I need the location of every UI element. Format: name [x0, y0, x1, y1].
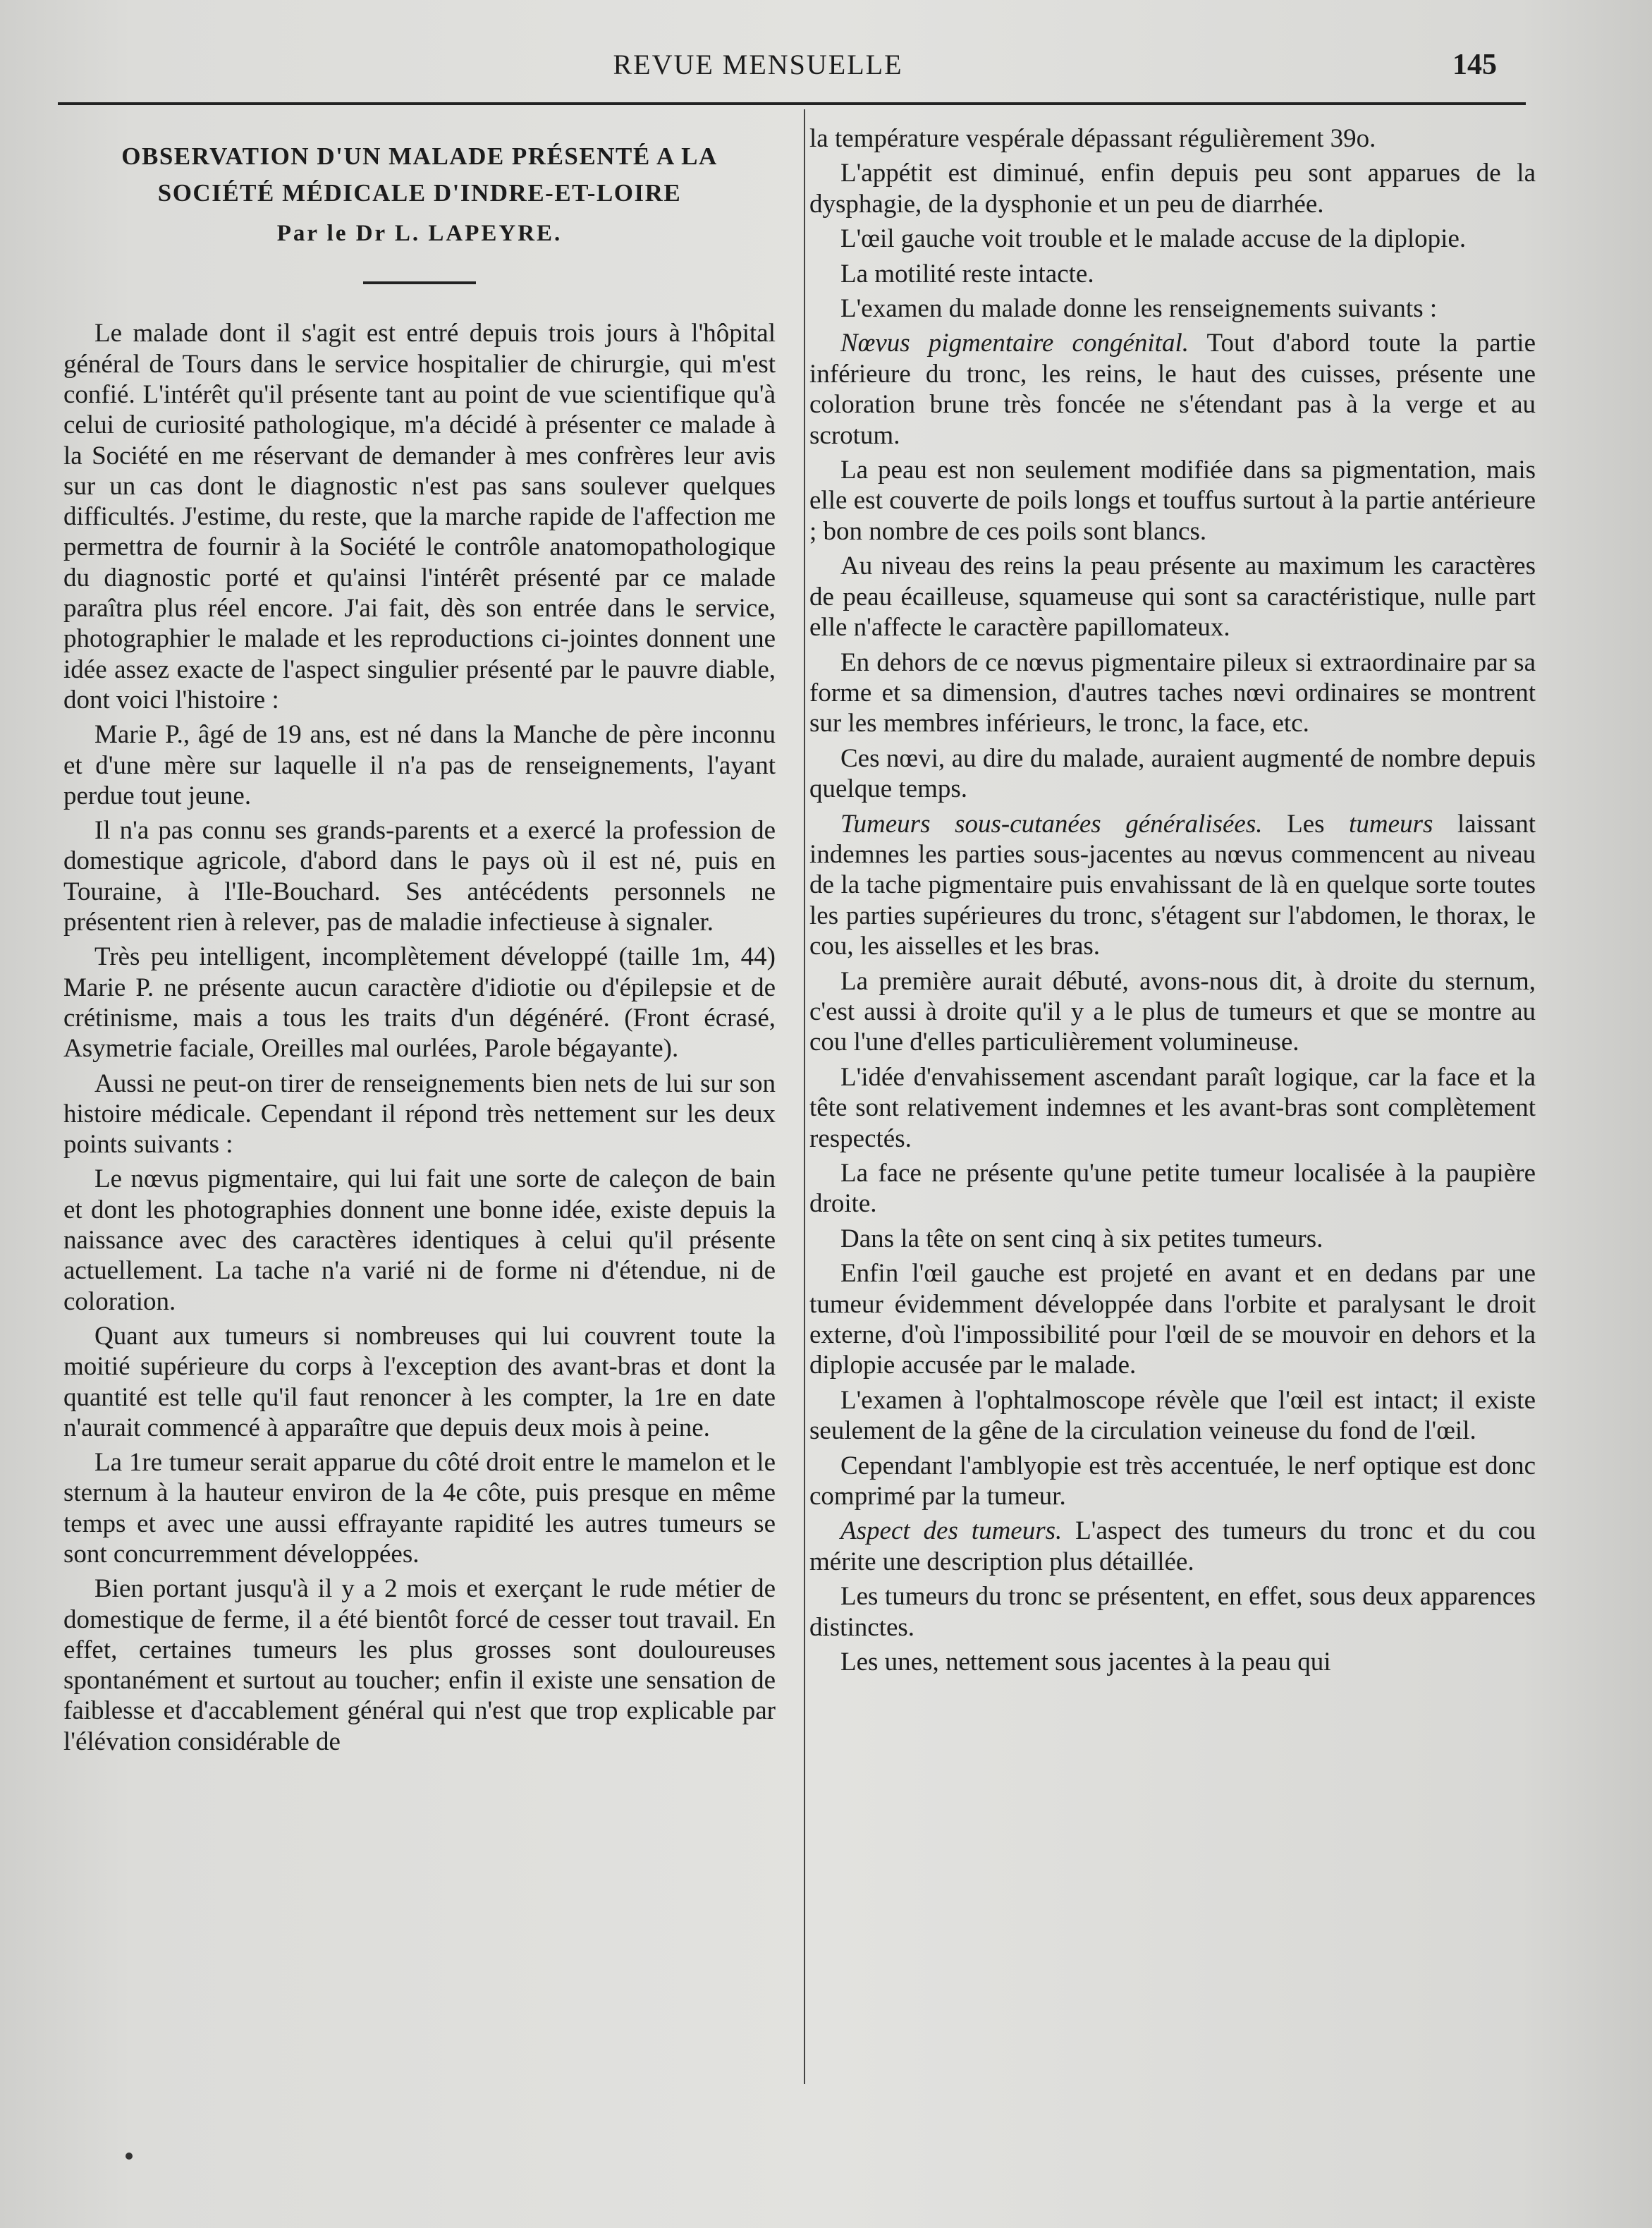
paragraph: L'œil gauche voit trouble et le malade accuse de la diplopie. [840, 224, 1467, 254]
paragraph: L'idée d'envahissement ascendant paraît logique, car la face et la tête sont relativement indemnes et les avant-bras sont complètement respectés. [809, 1062, 1536, 1153]
paragraph-tumeurs [809, 809, 1536, 962]
paragraph: Très peu intelligent, incomplètement développé (taille 1m, 44) Marie P. ne présente aucun caractère d'idiotie ou d'épilepsie et de crétinisme, mais a tous les traits d'un dégénéré. (Front écrasé, Asymetrie faciale, Oreilles mal ourlées, Parole bégayante). [63, 942, 776, 1064]
paragraph-text: L'aspect des tumeurs du tronc et du cou mérite une description plus détaillée. [809, 1516, 1536, 1576]
paragraph-text: Les [1262, 809, 1350, 839]
section-heading-naevus: Nœvus pigmentaire congénital. [840, 329, 1189, 358]
header-rule [58, 102, 1526, 105]
paragraph: Au niveau des reins la peau présente au maximum les caractères de peau écailleuse, squameuse qui sont sa caractéristique, nulle part elle n'affecte le caractère papillomateux. [809, 552, 1536, 643]
paragraph: La 1re tumeur serait apparue du côté droit entre le mamelon et le sternum à la hauteur environ de la 4e côte, puis presque en même temps et avec une aussi effrayante rapidité les autres tumeurs se sont concurremment développées. [63, 1448, 776, 1569]
page-number: 145 [1452, 49, 1497, 81]
article-title-line-2: SOCIÉTÉ MÉDICALE D'INDRE-ET-LOIRE [157, 179, 682, 207]
paragraph: En dehors de ce nœvus pigmentaire pileux si extraordinaire par sa forme et sa dimension, d'autres taches nœvi ordinaires se montrent sur les membres inférieurs, le tronc, la face, etc. [809, 647, 1536, 738]
paragraph: Ces nœvi, au dire du malade, auraient augmenté de nombre depuis quelque temps. [809, 743, 1536, 804]
article-byline: Par le Dr L. LAPEYRE. [276, 221, 563, 246]
paragraph: L'appétit est diminué, enfin depuis peu sont apparues de la dysphagie, de la dysphonie et un peu de diarrhée. [809, 159, 1536, 219]
right-column [809, 123, 1536, 1678]
section-heading-aspect: Aspect des tumeurs. [840, 1516, 1063, 1546]
running-header-title: REVUE MENSUELLE [613, 49, 903, 80]
paragraph: Bien portant jusqu'à il y a 2 mois et exerçant le rude métier de domestique de ferme, il a été bientôt forcé de cesser tout travail. En effet, certaines tumeurs les plus grosses sont douloureuses spontanément et surtout au toucher; enfin il existe une sensation de faiblesse et d'accablement général qui n'est que trop explicable par l'élévation considérable de [63, 1574, 776, 1756]
article-title-line-1: OBSERVATION D'UN MALADE PRÉSENTÉ A LA [121, 142, 718, 170]
paragraph: L'examen à l'ophtalmoscope révèle que l'œil est intact; il existe seulement de la gêne de la circulation veineuse du fond de l'œil. [809, 1385, 1536, 1446]
paragraph: La première aurait débuté, avons-nous dit, à droite du sternum, c'est aussi à droite qu'il y a le plus de tumeurs et que se montre au cou l'une d'elles particulièrement volumineuse. [809, 966, 1536, 1057]
paragraph: L'examen du malade donne les renseignements suivants : [840, 294, 1438, 324]
paragraph: Cependant l'amblyopie est très accentuée, le nerf optique est donc comprimé par la tumeur. [809, 1451, 1536, 1511]
section-heading-tumeurs: Tumeurs sous-cutanées généralisées. [840, 809, 1263, 839]
article-title [63, 138, 776, 212]
paragraph: Enfin l'œil gauche est projeté en avant et en dedans par une tumeur évidemment développée dans l'orbite et paralysant le droit externe, d'où l'impossibilité pour l'œil de se mouvoir en dehors et la diplopie accusée par le malade. [809, 1259, 1536, 1380]
paragraph-text: laissant indemnes les parties sous-jacentes au nœvus commencent au niveau de la tache pigmentaire puis envahissant de là en quelque sorte toutes les parties supérieures du tronc, s'étagent sur l'abdomen, le thorax, le cou, les aisselles et les bras. [809, 809, 1536, 961]
paragraph: Marie P., âgé de 19 ans, est né dans la Manche de père inconnu et d'une mère sur laquelle il n'a pas de renseignements, l'ayant perdue tout jeune. [63, 720, 776, 810]
paragraph: Le malade dont il s'agit est entré depuis trois jours à l'hôpital général de Tours dans le service hospitalier de chirurgie, qui m'est confié. L'intérêt qu'il présente tant au point de vue scientifique qu'à celui de curiosité pathologique, m'a décidé à présenter ce malade à la Société en me réservant de demander à mes confrères leur avis sur un cas dont le diagnostic n'est pas sans soulever quelques difficultés. J'estime, du reste, que la marche rapide de l'affection me permettra de fournir à la Société le contrôle anatomopathologique du diagnostic porté et qu'ainsi l'intérêt présenté par ce malade paraîtra plus réel encore. J'ai fait, dès son entrée dans le service, photographier le malade et les reproductions ci-jointes donnent une idée assez exacte de l'aspect singulier présenté par le pauvre diable, dont voici l'histoire : [63, 319, 776, 714]
paragraph-naevus [809, 328, 1536, 451]
paragraph: Les tumeurs du tronc se présentent, en effet, sous deux apparences distinctes. [809, 1582, 1536, 1642]
paragraph-text: Tout d'abord toute la partie inférieure du tronc, les reins, le haut des cuisses, présente une coloration brune très foncée ne s'étendant pas à la verge et au scrotum. [809, 329, 1536, 450]
left-column [63, 126, 776, 1757]
italic-word: tumeurs [1349, 809, 1433, 839]
paragraph: Les unes, nettement sous jacentes à la peau qui [840, 1648, 1331, 1677]
paragraph: Dans la tête on sent cinq à six petites tumeurs. [840, 1224, 1323, 1253]
print-speck [126, 2153, 133, 2160]
paragraph-continuation: la température vespérale dépassant régulièrement 39o. [809, 124, 1376, 153]
paragraph: La motilité reste intacte. [840, 259, 1094, 288]
paragraph: Le nœvus pigmentaire, qui lui fait une sorte de caleçon de bain et dont les photographies donnent une bonne idée, existe depuis la naissance avec des caractères identiques à celui qu'il présente actuellement. La tache n'a varié ni de forme ni d'étendue, ni de coloration. [63, 1164, 776, 1316]
title-rule [363, 281, 476, 284]
paragraph: La face ne présente qu'une petite tumeur localisée à la paupière droite. [809, 1159, 1536, 1219]
paragraph: La peau est non seulement modifiée dans sa pigmentation, mais elle est couverte de poils longs et touffus surtout à la partie antérieure ; bon nombre de ces poils sont blancs. [809, 456, 1536, 546]
paragraph: Quant aux tumeurs si nombreuses qui lui couvrent toute la moitié supérieure du corps à l'exception des avant-bras et dont la quantité est telle qu'il faut renoncer à les compter, la 1re en date n'aurait commencé à apparaître que depuis deux mois à peine. [63, 1321, 776, 1442]
paragraph: Il n'a pas connu ses grands-parents et a exercé la profession de domestique agricole, d'abord dans le pays où il est né, puis en Touraine, à l'Ile-Bouchard. Ses antécédents personnels ne présentent rien à relever, pas de maladie infectieuse à signaler. [63, 816, 776, 937]
paragraph: Aussi ne peut-on tirer de renseignements bien nets de lui sur son histoire médicale. Cependant il répond très nettement sur les deux points suivants : [63, 1069, 776, 1159]
paragraph-aspect [809, 1516, 1536, 1577]
column-divider [804, 109, 805, 2084]
left-column-body [63, 318, 776, 1757]
